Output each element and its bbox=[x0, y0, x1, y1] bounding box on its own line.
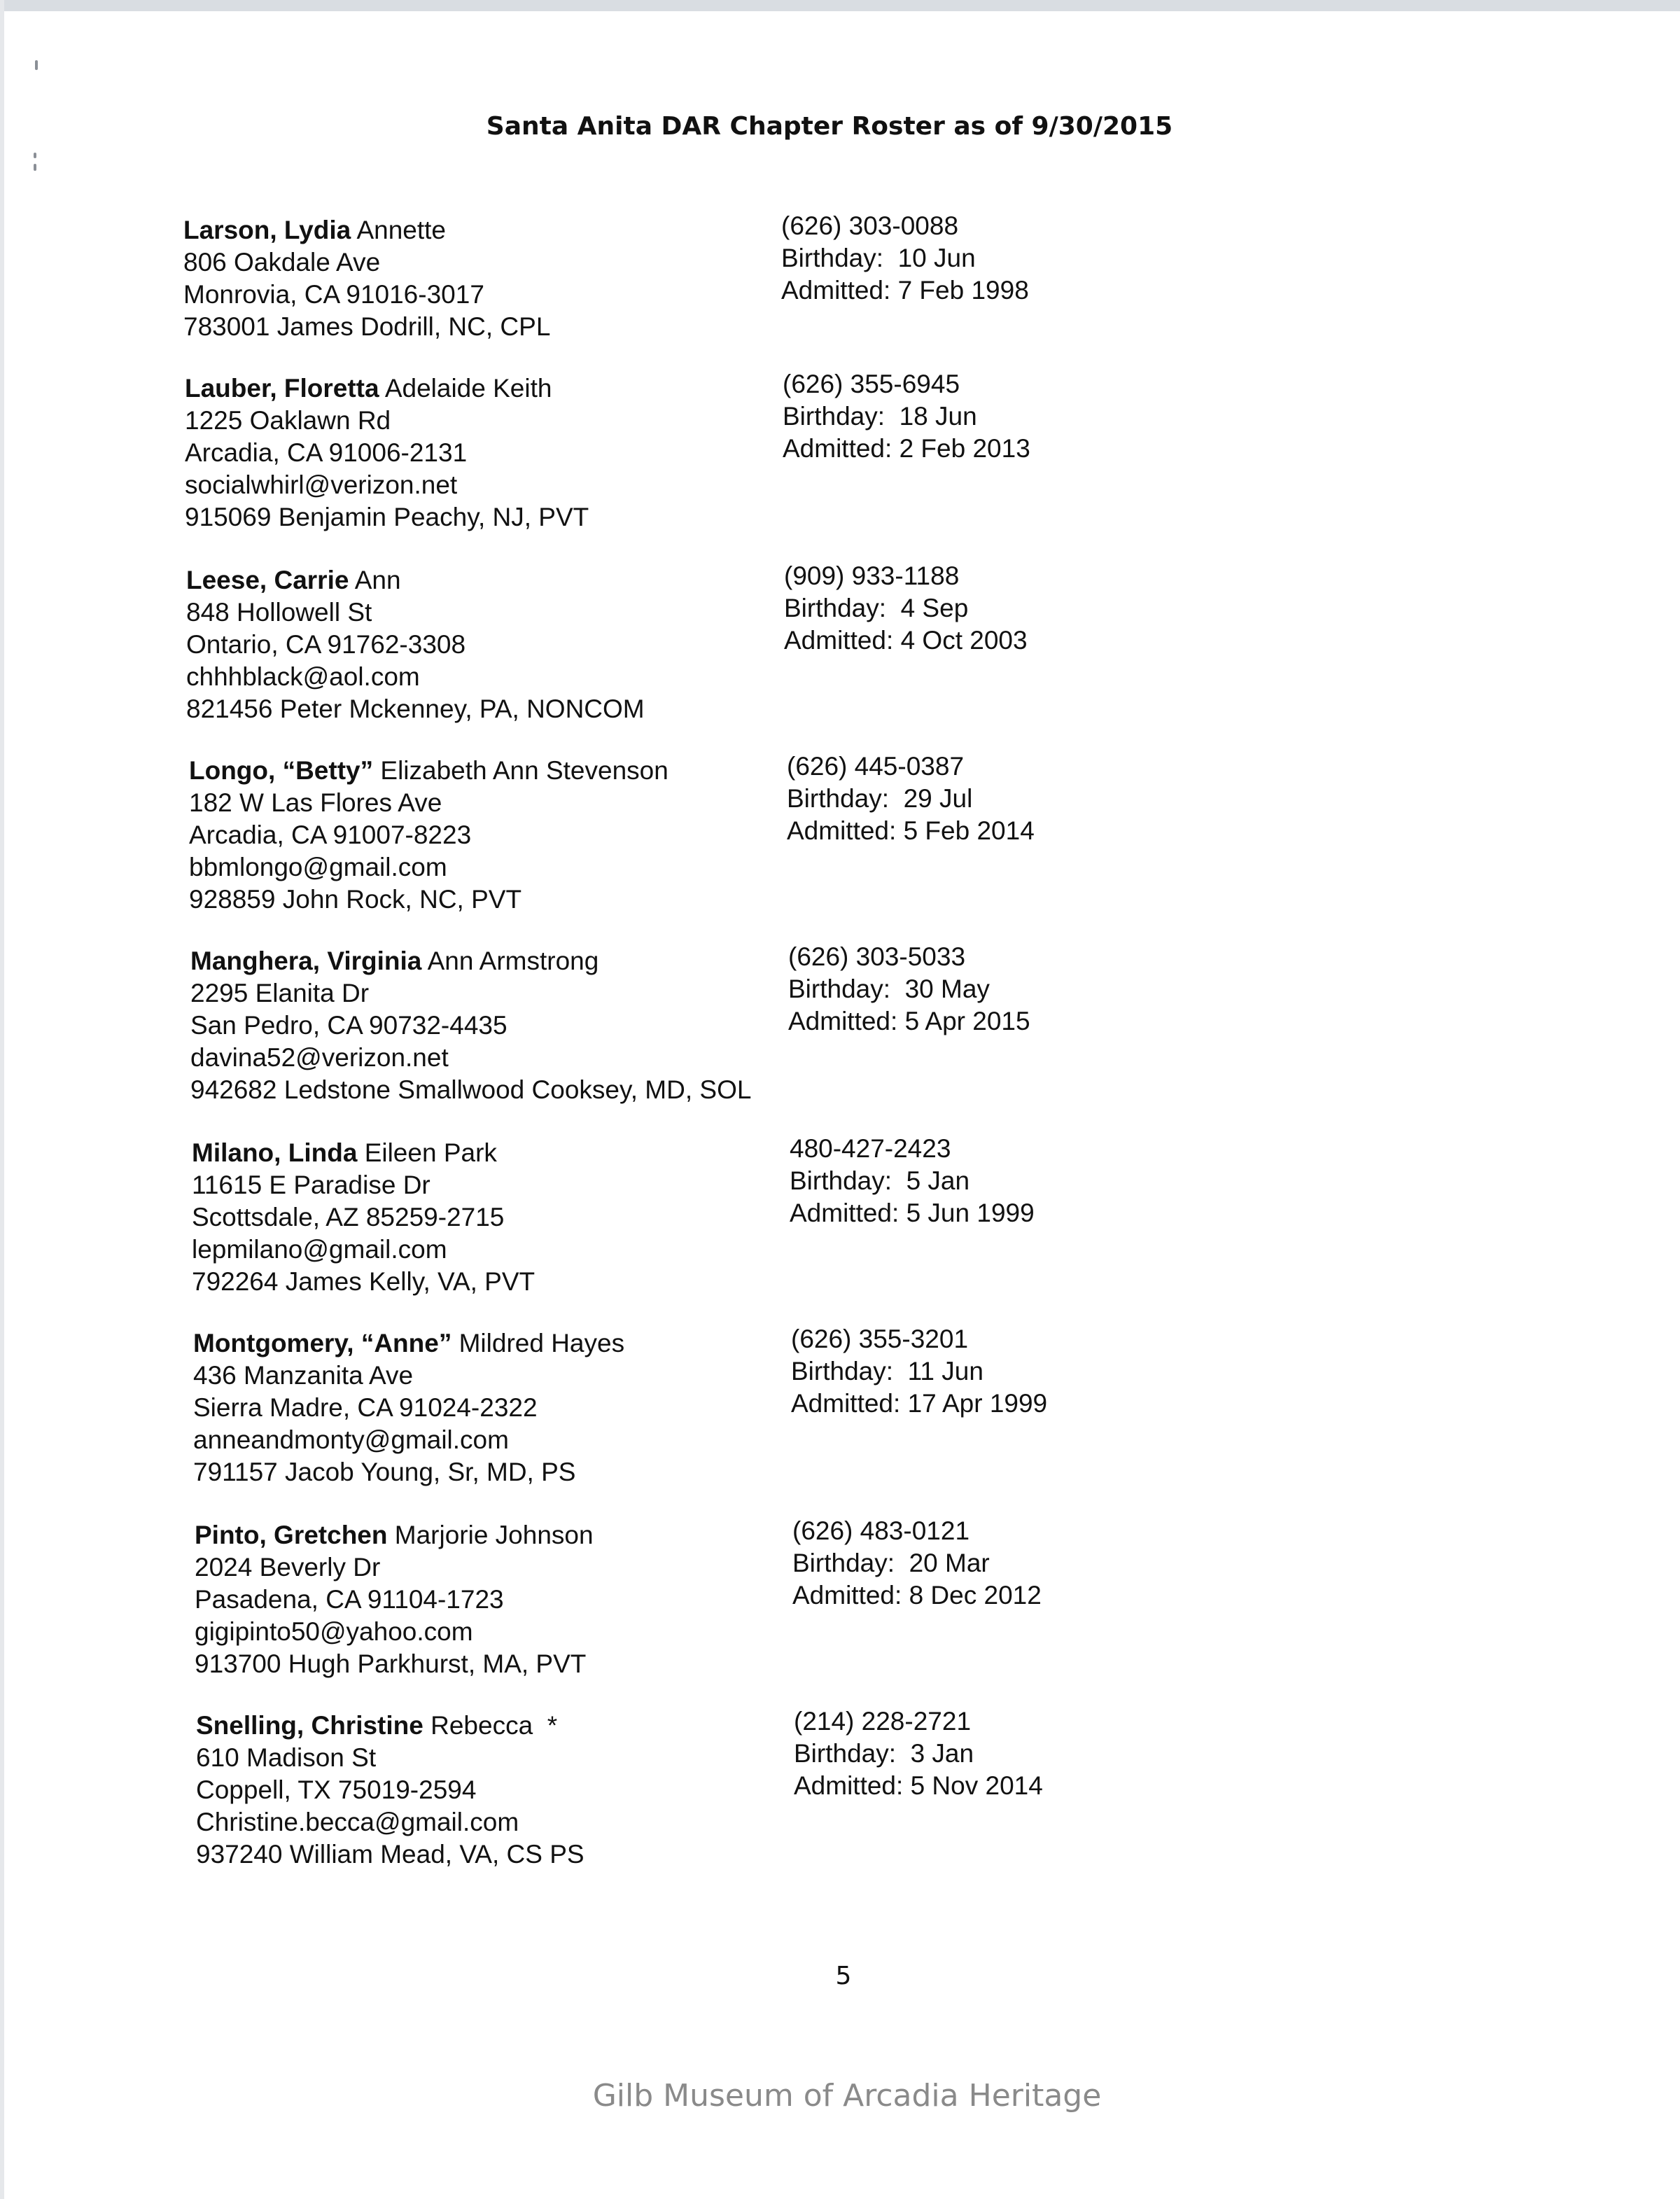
member-birthday bbox=[792, 1547, 1156, 1579]
member-city: Sierra Madre, CA 91024-2322 bbox=[193, 1393, 538, 1422]
member-address: 1225 Oaklawn Rd bbox=[185, 406, 391, 435]
member-given-name: Christine bbox=[311, 1711, 424, 1740]
admitted-label: Admitted: bbox=[791, 1389, 901, 1418]
member-address: 436 Manzanita Ave bbox=[193, 1361, 414, 1390]
member-surname: Snelling, bbox=[196, 1711, 304, 1740]
member-city: Pasadena, CA 91104-1723 bbox=[195, 1585, 504, 1614]
member-surname: Larson, bbox=[183, 216, 277, 244]
member-details bbox=[192, 1137, 822, 1298]
birthday-label: Birthday: bbox=[783, 402, 886, 431]
member-contact bbox=[794, 1705, 1158, 1802]
member-phone: (214) 228-2721 bbox=[794, 1707, 972, 1736]
member-other-names: Ann Armstrong bbox=[427, 947, 599, 975]
member-email: lepmilano@gmail.com bbox=[192, 1235, 447, 1264]
admitted-value: 7 Feb 1998 bbox=[897, 276, 1029, 305]
member-given-name: Carrie bbox=[274, 566, 349, 594]
member-birthday bbox=[788, 973, 1152, 1005]
birthday-value: 20 Mar bbox=[909, 1549, 990, 1577]
admitted-value: 5 Jun 1999 bbox=[906, 1199, 1035, 1227]
member-given-name: Linda bbox=[288, 1138, 358, 1167]
birthday-label: Birthday: bbox=[792, 1549, 895, 1577]
member-details bbox=[189, 755, 819, 916]
member-name bbox=[195, 1519, 825, 1551]
member-other-names: Elizabeth Ann Stevenson bbox=[380, 756, 668, 785]
member-birthday bbox=[791, 1355, 1155, 1388]
admitted-value: 5 Feb 2014 bbox=[903, 816, 1035, 845]
member-other-names: Adelaide Keith bbox=[384, 374, 552, 403]
member-contact bbox=[787, 751, 1151, 847]
member-birthday bbox=[781, 242, 1145, 274]
member-birthday bbox=[790, 1165, 1154, 1197]
member-admitted bbox=[791, 1388, 1155, 1420]
member-ancestor: 792264 James Kelly, VA, PVT bbox=[192, 1267, 536, 1296]
admitted-value: 17 Apr 1999 bbox=[907, 1389, 1048, 1418]
member-given-name: Gretchen bbox=[274, 1521, 388, 1549]
member-nickname: “Anne” bbox=[360, 1329, 452, 1357]
member-email: anneandmonty@gmail.com bbox=[193, 1425, 509, 1454]
birthday-value: 4 Sep bbox=[900, 594, 969, 622]
member-admitted bbox=[787, 815, 1151, 847]
member-admitted bbox=[788, 1005, 1152, 1038]
member-surname: Montgomery, bbox=[193, 1329, 354, 1357]
member-birthday bbox=[794, 1738, 1158, 1770]
admitted-value: 8 Dec 2012 bbox=[909, 1581, 1042, 1610]
birthday-label: Birthday: bbox=[788, 975, 891, 1003]
birthday-value: 29 Jul bbox=[903, 784, 973, 813]
member-surname: Leese, bbox=[186, 566, 267, 594]
member-name bbox=[185, 372, 815, 405]
member-admitted bbox=[790, 1197, 1154, 1229]
birthday-value: 5 Jan bbox=[906, 1166, 970, 1195]
member-name bbox=[189, 755, 819, 787]
document-title: Santa Anita DAR Chapter Roster as of 9/30/2015 bbox=[486, 112, 1173, 141]
member-phone: (626) 303-5033 bbox=[788, 942, 966, 971]
member-surname: Lauber, bbox=[185, 374, 277, 403]
member-ancestor: 783001 James Dodrill, NC, CPL bbox=[183, 312, 551, 341]
member-admitted bbox=[792, 1579, 1156, 1612]
member-details bbox=[195, 1519, 825, 1680]
member-given-name: Floretta bbox=[284, 374, 379, 403]
member-email: bbmlongo@gmail.com bbox=[189, 853, 447, 881]
member-phone: (626) 355-3201 bbox=[791, 1325, 969, 1353]
member-given-name: Virginia bbox=[327, 947, 422, 975]
member-details bbox=[193, 1327, 823, 1488]
member-ancestor: 928859 John Rock, NC, PVT bbox=[189, 885, 522, 914]
member-email: chhhblack@aol.com bbox=[186, 662, 420, 691]
admitted-label: Admitted: bbox=[783, 434, 892, 463]
birthday-label: Birthday: bbox=[787, 784, 890, 813]
admitted-value: 5 Apr 2015 bbox=[904, 1007, 1030, 1035]
member-surname: Manghera, bbox=[190, 947, 321, 975]
admitted-label: Admitted: bbox=[790, 1199, 899, 1227]
member-email: davina52@verizon.net bbox=[190, 1043, 449, 1072]
member-other-names: Annette bbox=[356, 216, 446, 244]
member-address: 2024 Beverly Dr bbox=[195, 1553, 381, 1582]
admitted-value: 2 Feb 2013 bbox=[899, 434, 1030, 463]
member-name bbox=[192, 1137, 822, 1169]
member-city: Arcadia, CA 91007-8223 bbox=[189, 821, 472, 849]
member-surname: Pinto, bbox=[195, 1521, 267, 1549]
member-name bbox=[196, 1710, 826, 1742]
member-contact bbox=[781, 210, 1145, 307]
admitted-value: 5 Nov 2014 bbox=[910, 1771, 1043, 1800]
member-details bbox=[186, 564, 816, 725]
member-contact bbox=[784, 560, 1148, 657]
museum-watermark: Gilb Museum of Arcadia Heritage bbox=[592, 2078, 1102, 2114]
birthday-value: 10 Jun bbox=[897, 244, 976, 272]
member-surname: Milano, bbox=[192, 1138, 281, 1167]
member-address: 848 Hollowell St bbox=[186, 598, 372, 627]
member-email: gigipinto50@yahoo.com bbox=[195, 1617, 473, 1646]
member-other-names: Rebecca * bbox=[430, 1711, 558, 1740]
birthday-value: 18 Jun bbox=[899, 402, 977, 431]
member-email: socialwhirl@verizon.net bbox=[185, 470, 458, 499]
member-phone: (626) 445-0387 bbox=[787, 752, 965, 781]
member-phone: (909) 933-1188 bbox=[784, 561, 960, 590]
member-phone: 480-427-2423 bbox=[790, 1134, 951, 1163]
member-admitted bbox=[794, 1770, 1158, 1802]
member-other-names: Marjorie Johnson bbox=[394, 1521, 594, 1549]
member-contact bbox=[791, 1323, 1155, 1420]
admitted-label: Admitted: bbox=[788, 1007, 898, 1035]
member-city: San Pedro, CA 90732-4435 bbox=[190, 1011, 507, 1040]
page-number: 5 bbox=[835, 1962, 852, 1990]
member-email: Christine.becca@gmail.com bbox=[196, 1808, 519, 1836]
member-city: Ontario, CA 91762-3308 bbox=[186, 630, 466, 659]
member-phone: (626) 355-6945 bbox=[783, 370, 960, 398]
member-contact bbox=[783, 368, 1147, 465]
admitted-label: Admitted: bbox=[784, 626, 894, 655]
member-name bbox=[193, 1327, 823, 1360]
member-address: 2295 Elanita Dr bbox=[190, 979, 370, 1007]
member-admitted bbox=[783, 433, 1147, 465]
member-ancestor: 915069 Benjamin Peachy, NJ, PVT bbox=[185, 503, 589, 531]
member-admitted bbox=[784, 624, 1148, 657]
birthday-label: Birthday: bbox=[784, 594, 887, 622]
member-name bbox=[183, 214, 813, 246]
member-name bbox=[190, 945, 820, 977]
member-birthday bbox=[787, 783, 1151, 815]
member-details bbox=[185, 372, 815, 533]
birthday-label: Birthday: bbox=[781, 244, 884, 272]
birthday-label: Birthday: bbox=[794, 1739, 897, 1768]
member-contact bbox=[788, 941, 1152, 1038]
member-address: 806 Oakdale Ave bbox=[183, 248, 381, 277]
admitted-label: Admitted: bbox=[792, 1581, 902, 1610]
member-city: Monrovia, CA 91016-3017 bbox=[183, 280, 484, 309]
admitted-label: Admitted: bbox=[794, 1771, 904, 1800]
member-ancestor: 821456 Peter Mckenney, PA, NONCOM bbox=[186, 694, 645, 723]
member-details bbox=[183, 214, 813, 343]
birthday-label: Birthday: bbox=[790, 1166, 892, 1195]
member-address: 182 W Las Flores Ave bbox=[189, 788, 442, 817]
member-surname: Longo, bbox=[189, 756, 276, 785]
member-ancestor: 937240 William Mead, VA, CS PS bbox=[196, 1840, 584, 1869]
birthday-value: 3 Jan bbox=[910, 1739, 974, 1768]
member-other-names: Eileen Park bbox=[364, 1138, 497, 1167]
member-birthday bbox=[783, 400, 1147, 433]
member-address: 11615 E Paradise Dr bbox=[192, 1171, 430, 1199]
member-ancestor: 942682 Ledstone Smallwood Cooksey, MD, SOL bbox=[190, 1075, 752, 1104]
birthday-value: 30 May bbox=[904, 975, 990, 1003]
member-city: Coppell, TX 75019-2594 bbox=[196, 1775, 477, 1804]
member-name bbox=[186, 564, 816, 596]
member-admitted bbox=[781, 274, 1145, 307]
birthday-value: 11 Jun bbox=[907, 1357, 983, 1385]
member-details bbox=[196, 1710, 826, 1871]
admitted-label: Admitted: bbox=[787, 816, 897, 845]
member-contact bbox=[792, 1515, 1156, 1612]
member-phone: (626) 483-0121 bbox=[792, 1516, 970, 1545]
birthday-label: Birthday: bbox=[791, 1357, 894, 1385]
member-address: 610 Madison St bbox=[196, 1743, 377, 1772]
member-ancestor: 791157 Jacob Young, Sr, MD, PS bbox=[193, 1458, 576, 1486]
member-details bbox=[190, 945, 820, 1106]
member-contact bbox=[790, 1133, 1154, 1229]
member-other-names: Mildred Hayes bbox=[458, 1329, 625, 1357]
member-ancestor: 913700 Hugh Parkhurst, MA, PVT bbox=[195, 1649, 587, 1678]
admitted-value: 4 Oct 2003 bbox=[900, 626, 1028, 655]
member-city: Arcadia, CA 91006-2131 bbox=[185, 438, 468, 467]
member-city: Scottsdale, AZ 85259-2715 bbox=[192, 1203, 505, 1231]
member-birthday bbox=[784, 592, 1148, 624]
member-other-names: Ann bbox=[354, 566, 401, 594]
member-nickname: “Betty” bbox=[282, 756, 374, 785]
member-phone: (626) 303-0088 bbox=[781, 211, 959, 240]
member-given-name: Lydia bbox=[284, 216, 351, 244]
admitted-label: Admitted: bbox=[781, 276, 891, 305]
